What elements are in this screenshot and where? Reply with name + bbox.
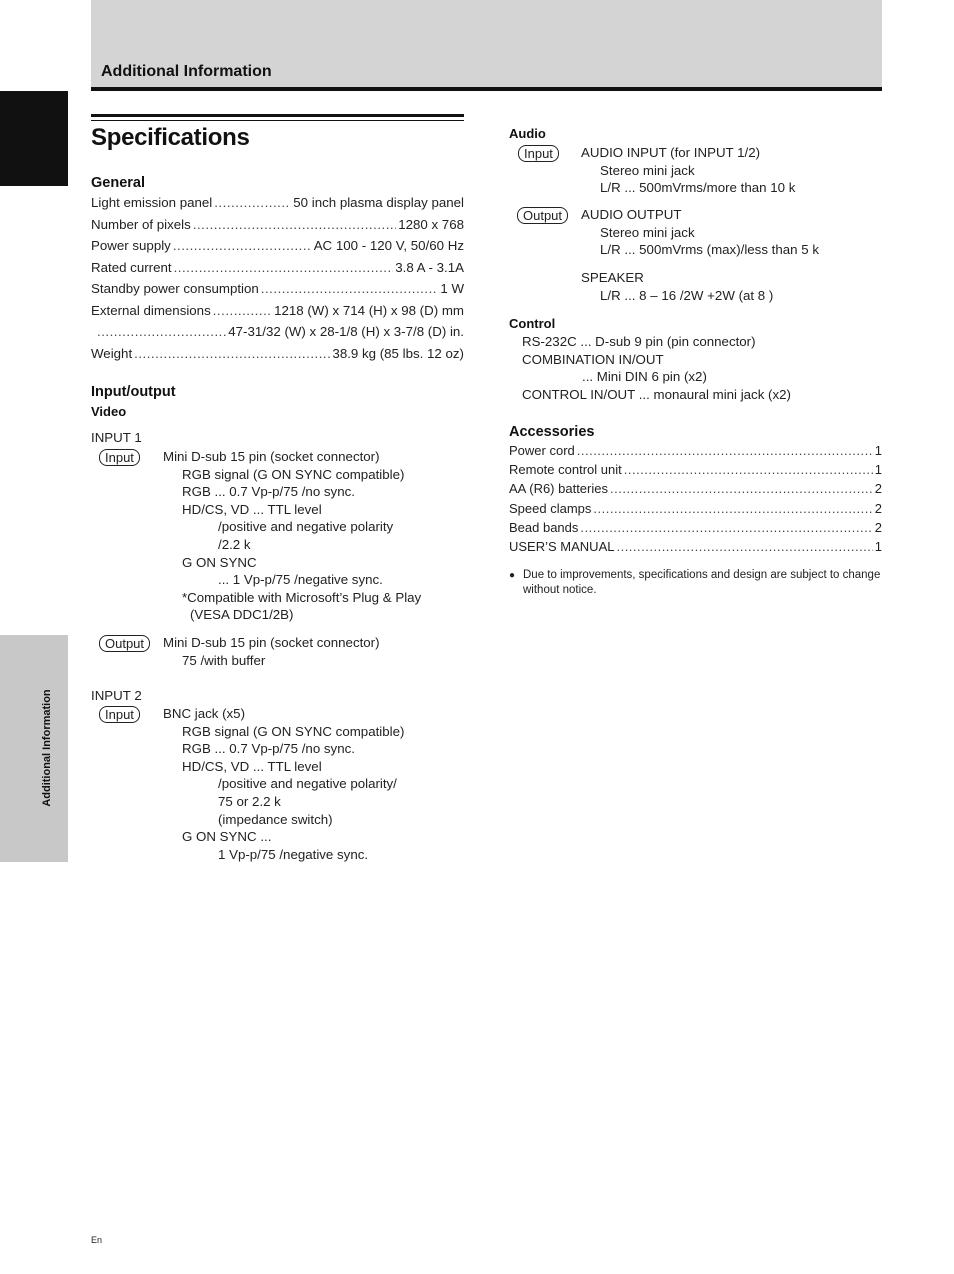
- spec-line: RGB ... 0.7 Vp-p/75 /no sync.: [182, 484, 355, 500]
- accessory-label: Bead bands: [509, 519, 579, 535]
- spec-line: HD/CS, VD ... TTL level: [182, 758, 322, 774]
- accessory-qty: 1: [874, 443, 882, 458]
- spec-line: ... Mini DIN 6 pin (x2): [582, 369, 707, 385]
- spec-line: RGB ... 0.7 Vp-p/75 /no sync.: [182, 741, 355, 757]
- input-output-heading: Input/output: [91, 384, 176, 400]
- spec-label: Power supply: [91, 238, 171, 253]
- spec-line: G ON SYNC ...: [182, 829, 272, 845]
- control-heading: Control: [509, 316, 556, 331]
- spec-line: RGB signal (G ON SYNC compatible): [182, 466, 405, 482]
- output-pill: Output: [99, 635, 150, 652]
- bullet-icon: ●: [509, 570, 516, 581]
- spec-label: Light emission panel: [91, 195, 213, 210]
- spec-value: AC 100 - 120 V, 50/60 Hz: [313, 238, 464, 253]
- video-heading: Video: [91, 404, 127, 419]
- spec-value: 1280 x 768: [398, 216, 464, 232]
- spec-value: 1 W: [440, 281, 464, 296]
- title-rule-thin: [91, 120, 464, 121]
- spec-row: [91, 343, 464, 365]
- control-details: [522, 333, 791, 403]
- spec-line: RGB signal (G ON SYNC compatible): [182, 723, 405, 739]
- accessory-row: [509, 537, 882, 556]
- spec-line: Mini D-sub 15 pin (socket connector): [163, 635, 380, 650]
- side-tab-additional-information: [0, 635, 68, 862]
- accessory-qty: 1: [874, 538, 882, 554]
- spec-row: [91, 300, 464, 322]
- accessory-label: AA (R6) batteries: [509, 481, 608, 497]
- spec-line: Stereo mini jack: [600, 162, 695, 178]
- page-footer-language: En: [91, 1235, 103, 1245]
- accessory-qty: 1: [874, 462, 882, 478]
- input-pill: Input: [99, 449, 140, 466]
- spec-line: COMBINATION IN/OUT: [522, 351, 664, 367]
- spec-row: [91, 321, 464, 343]
- accessory-label: USER’S MANUAL: [509, 538, 615, 554]
- input-pill: Input: [518, 145, 559, 162]
- disclaimer-note: [509, 568, 882, 598]
- accessory-row: [509, 460, 882, 479]
- accessory-qty: 2: [874, 500, 882, 516]
- input1-output-details: [163, 634, 380, 669]
- accessory-label: Power cord: [509, 443, 575, 458]
- spec-line: Stereo mini jack: [600, 224, 695, 240]
- spec-label: Rated current: [91, 259, 172, 275]
- title-rule-thick: [91, 114, 464, 117]
- spec-line: RS-232C ... D-sub 9 pin (pin connector): [522, 334, 756, 349]
- spec-value: 50 inch plasma display panel: [293, 195, 464, 210]
- spec-line: 75 or 2.2 k: [218, 793, 281, 809]
- audio-input-details: [581, 144, 795, 197]
- side-tab-english: [0, 91, 68, 249]
- spec-line: (impedance switch): [218, 811, 333, 827]
- left-column: [91, 174, 464, 364]
- side-tab-additional-label: Additional Information: [41, 689, 53, 807]
- spec-row: [91, 257, 464, 279]
- spec-row: [91, 235, 464, 257]
- spec-line: /positive and negative polarity: [218, 519, 394, 535]
- spec-row: [91, 192, 464, 214]
- accessory-row: [509, 441, 882, 460]
- section-header-title: Additional Information: [101, 63, 272, 80]
- speaker-details: [581, 269, 773, 304]
- spec-line: AUDIO OUTPUT: [581, 207, 682, 222]
- accessories-heading: Accessories: [509, 424, 595, 440]
- spec-row: [91, 278, 464, 300]
- spec-value: 38.9 kg (85 lbs. 12 oz): [332, 345, 464, 361]
- accessory-qty: 2: [874, 519, 882, 535]
- accessory-label: Remote control unit: [509, 462, 622, 478]
- spec-line: /2.2 k: [218, 536, 251, 552]
- input2-label: INPUT 2: [91, 688, 142, 703]
- audio-heading: Audio: [509, 126, 546, 141]
- input-pill: Input: [99, 706, 140, 723]
- spec-line: Mini D-sub 15 pin (socket connector): [163, 449, 380, 464]
- spec-label: Standby power consumption: [91, 281, 259, 296]
- spec-value: 3.8 A - 3.1A: [395, 259, 464, 275]
- spec-line: CONTROL IN/OUT ... monaural mini jack (x2): [522, 386, 791, 402]
- spec-line: ... 1 Vp-p/75 /negative sync.: [218, 572, 383, 588]
- spec-line: /positive and negative polarity/: [218, 776, 397, 792]
- spec-line: L/R ... 500mVrms/more than 10 k: [600, 180, 796, 196]
- accessories-list: [509, 441, 882, 556]
- side-tab-english-label: English: [41, 209, 53, 249]
- spec-row: [91, 214, 464, 236]
- disclaimer-text: Due to improvements, specifications and design are subject to change without notice.: [523, 569, 881, 596]
- spec-line: 75 /with buffer: [182, 652, 266, 668]
- input1-details: [163, 448, 421, 624]
- general-spec-list: [91, 192, 464, 364]
- accessory-row: [509, 479, 882, 498]
- spec-line: 1 Vp-p/75 /negative sync.: [218, 846, 369, 862]
- accessory-label: Speed clamps: [509, 500, 592, 516]
- spec-line: *Compatible with Microsoft’s Plug & Play: [182, 589, 422, 605]
- spec-line: G ON SYNC: [182, 554, 257, 570]
- spec-value: 1218 (W) x 714 (H) x 98 (D) mm: [274, 302, 464, 318]
- spec-line: (VESA DDC1/2B): [190, 607, 294, 623]
- accessory-row: [509, 518, 882, 537]
- audio-output-details: [581, 206, 819, 259]
- spec-line: SPEAKER: [581, 270, 644, 285]
- spec-value: 47-31/32 (W) x 28-1/8 (H) x 3-7/8 (D) in.: [228, 324, 464, 339]
- spec-line: L/R ... 8 – 16 /2W +2W (at 8 ): [600, 287, 774, 303]
- spec-line: HD/CS, VD ... TTL level: [182, 501, 322, 517]
- spec-line: L/R ... 500mVrms (max)/less than 5 k: [600, 242, 819, 258]
- input2-details: [163, 705, 404, 863]
- output-pill: Output: [517, 207, 568, 224]
- general-heading: General: [91, 175, 145, 191]
- accessory-qty: 2: [874, 481, 882, 497]
- spec-label: Weight: [91, 345, 133, 361]
- spec-label: External dimensions: [91, 302, 211, 318]
- input1-label: INPUT 1: [91, 430, 142, 445]
- page-title: Specifications: [91, 124, 250, 151]
- spec-line: AUDIO INPUT (for INPUT 1/2): [581, 145, 761, 160]
- spec-label: Number of pixels: [91, 216, 191, 232]
- spec-line: BNC jack (x5): [163, 706, 246, 721]
- header-rule: [91, 87, 882, 91]
- accessory-row: [509, 499, 882, 518]
